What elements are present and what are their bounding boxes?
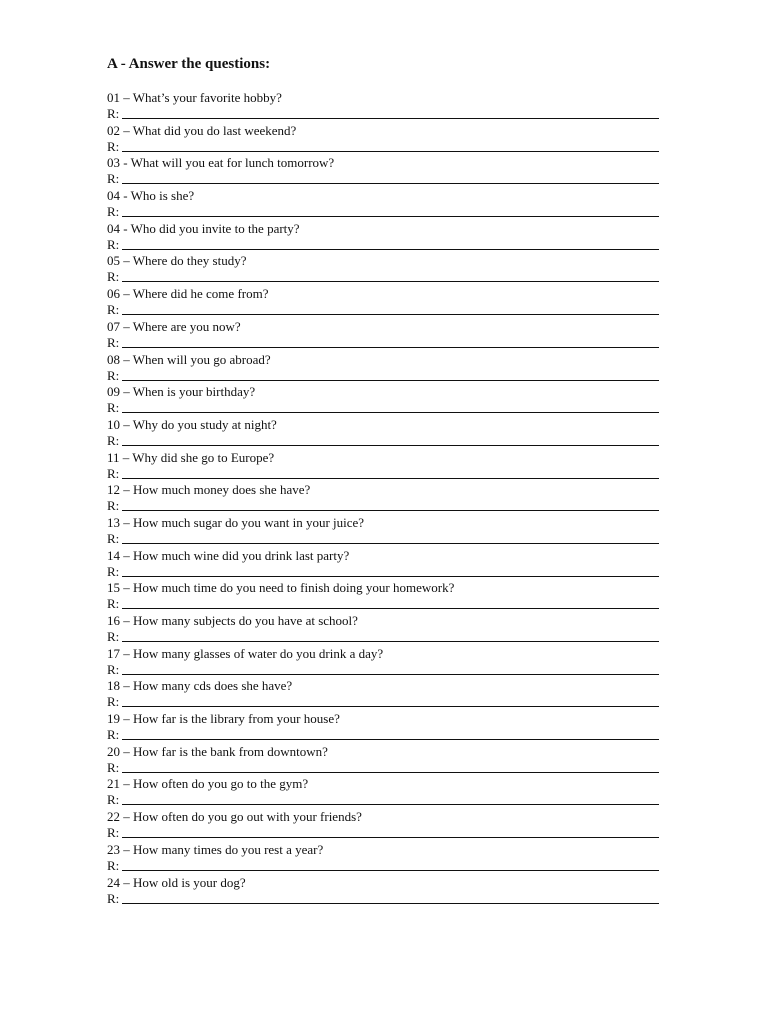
question-text: 14 – How much wine did you drink last party? bbox=[107, 547, 350, 563]
question-item bbox=[107, 188, 659, 221]
answer-line[interactable] bbox=[122, 758, 659, 773]
answer-line[interactable] bbox=[122, 464, 659, 479]
answer-label: R: bbox=[107, 727, 120, 743]
answer-label: R: bbox=[107, 302, 120, 318]
answer-row bbox=[107, 531, 659, 546]
question-text: 03 - What will you eat for lunch tomorrow? bbox=[107, 155, 335, 171]
question-item bbox=[107, 319, 659, 352]
answer-row bbox=[107, 858, 659, 873]
worksheet bbox=[107, 54, 659, 907]
answer-label: R: bbox=[107, 334, 120, 350]
answer-row bbox=[107, 237, 659, 252]
answer-row bbox=[107, 433, 659, 448]
question-item bbox=[107, 417, 659, 450]
question-item bbox=[107, 548, 659, 581]
question-item bbox=[107, 221, 659, 254]
question-text: 04 - Who is she? bbox=[107, 188, 195, 204]
question-text: 18 – How many cds does she have? bbox=[107, 678, 293, 694]
answer-label: R: bbox=[107, 171, 120, 187]
answer-line[interactable] bbox=[122, 594, 659, 609]
question-item bbox=[107, 776, 659, 809]
answer-row bbox=[107, 335, 659, 350]
question-item bbox=[107, 90, 659, 123]
answer-label: R: bbox=[107, 465, 120, 481]
answer-label: R: bbox=[107, 629, 120, 644]
question-text: 24 – How old is your dog? bbox=[107, 874, 246, 890]
answer-row bbox=[107, 106, 659, 121]
answer-label: R: bbox=[107, 498, 120, 514]
question-item bbox=[107, 875, 659, 908]
answer-line[interactable] bbox=[122, 267, 659, 282]
answer-label: R: bbox=[107, 694, 120, 710]
answer-label: R: bbox=[107, 661, 120, 677]
question-item bbox=[107, 678, 659, 711]
answer-line[interactable] bbox=[122, 562, 659, 577]
question-text: 02 – What did you do last weekend? bbox=[107, 122, 297, 138]
answer-label: R: bbox=[107, 432, 120, 448]
answer-row bbox=[107, 498, 659, 513]
answer-row bbox=[107, 662, 659, 677]
answer-row bbox=[107, 400, 659, 415]
question-list bbox=[107, 90, 659, 907]
question-text: 10 – Why do you study at night? bbox=[107, 416, 277, 432]
question-text: 12 – How much money does she have? bbox=[107, 482, 311, 498]
answer-line[interactable] bbox=[122, 660, 659, 675]
question-item bbox=[107, 515, 659, 548]
question-item bbox=[107, 809, 659, 842]
answer-label: R: bbox=[107, 857, 120, 873]
question-text: 20 – How far is the bank from downtown? bbox=[107, 743, 328, 759]
answer-line[interactable] bbox=[122, 496, 659, 511]
answer-row bbox=[107, 139, 659, 154]
answer-line[interactable] bbox=[122, 137, 659, 152]
answer-row bbox=[107, 466, 659, 481]
answer-label: R: bbox=[107, 236, 120, 252]
question-item bbox=[107, 253, 659, 286]
answer-row bbox=[107, 825, 659, 840]
answer-label: R: bbox=[107, 596, 120, 612]
question-text: 19 – How far is the library from your house? bbox=[107, 711, 340, 727]
question-item bbox=[107, 744, 659, 777]
answer-row bbox=[107, 368, 659, 383]
answer-label: R: bbox=[107, 269, 120, 285]
answer-row bbox=[107, 596, 659, 611]
answer-label: R: bbox=[107, 792, 120, 808]
answer-line[interactable] bbox=[122, 169, 659, 184]
answer-line[interactable] bbox=[122, 889, 659, 904]
answer-line[interactable] bbox=[122, 627, 659, 642]
answer-line[interactable] bbox=[122, 202, 659, 217]
question-item bbox=[107, 482, 659, 515]
worksheet-heading: A - Answer the questions: bbox=[107, 56, 271, 72]
answer-label: R: bbox=[107, 400, 120, 416]
answer-label: R: bbox=[107, 204, 120, 220]
answer-line[interactable] bbox=[122, 790, 659, 805]
question-text: 16 – How many subjects do you have at school? bbox=[107, 613, 358, 628]
answer-row bbox=[107, 302, 659, 317]
question-text: 22 – How often do you go out with your friends? bbox=[107, 809, 362, 825]
question-text: 01 – What’s your favorite hobby? bbox=[107, 90, 282, 105]
question-item bbox=[107, 580, 659, 613]
question-text: 07 – Where are you now? bbox=[107, 318, 241, 334]
answer-row bbox=[107, 727, 659, 742]
answer-line[interactable] bbox=[122, 823, 659, 838]
answer-line[interactable] bbox=[122, 692, 659, 707]
answer-line[interactable] bbox=[122, 366, 659, 381]
question-text: 06 – Where did he come from? bbox=[107, 286, 269, 302]
answer-line[interactable] bbox=[122, 398, 659, 413]
answer-row bbox=[107, 760, 659, 775]
question-item bbox=[107, 155, 659, 188]
question-text: 23 – How many times do you rest a year? bbox=[107, 841, 324, 857]
question-text: 13 – How much sugar do you want in your juice? bbox=[107, 514, 365, 530]
answer-row bbox=[107, 204, 659, 219]
answer-row bbox=[107, 792, 659, 807]
answer-line[interactable] bbox=[122, 529, 659, 544]
answer-label: R: bbox=[107, 759, 120, 775]
answer-row bbox=[107, 629, 659, 644]
question-item bbox=[107, 286, 659, 319]
answer-line[interactable] bbox=[122, 431, 659, 446]
question-item bbox=[107, 711, 659, 744]
question-item bbox=[107, 352, 659, 385]
answer-label: R: bbox=[107, 530, 120, 546]
answer-row bbox=[107, 171, 659, 186]
question-text: 08 – When will you go abroad? bbox=[107, 351, 271, 367]
question-text: 11 – Why did she go to Europe? bbox=[107, 449, 275, 465]
answer-line[interactable] bbox=[122, 104, 659, 119]
question-item bbox=[107, 450, 659, 483]
question-item bbox=[107, 613, 659, 646]
answer-line[interactable] bbox=[122, 333, 659, 348]
answer-label: R: bbox=[107, 825, 120, 841]
answer-line[interactable] bbox=[122, 235, 659, 250]
question-text: 15 – How much time do you need to finish doing your homework? bbox=[107, 580, 455, 596]
answer-label: R: bbox=[107, 563, 120, 579]
answer-line[interactable] bbox=[122, 300, 659, 315]
answer-row bbox=[107, 564, 659, 579]
question-text: 09 – When is your birthday? bbox=[107, 384, 256, 400]
answer-line[interactable] bbox=[122, 725, 659, 740]
question-text: 04 - Who did you invite to the party? bbox=[107, 220, 300, 236]
answer-line[interactable] bbox=[122, 856, 659, 871]
answer-label: R: bbox=[107, 106, 120, 121]
answer-row bbox=[107, 269, 659, 284]
question-item bbox=[107, 842, 659, 875]
question-item bbox=[107, 646, 659, 679]
question-item bbox=[107, 384, 659, 417]
answer-row bbox=[107, 694, 659, 709]
question-text: 21 – How often do you go to the gym? bbox=[107, 776, 309, 792]
question-text: 17 – How many glasses of water do you drink a day? bbox=[107, 645, 384, 661]
question-text: 05 – Where do they study? bbox=[107, 253, 247, 269]
answer-label: R: bbox=[107, 890, 120, 906]
answer-label: R: bbox=[107, 138, 120, 154]
answer-label: R: bbox=[107, 367, 120, 383]
question-item bbox=[107, 123, 659, 156]
answer-row bbox=[107, 891, 659, 906]
